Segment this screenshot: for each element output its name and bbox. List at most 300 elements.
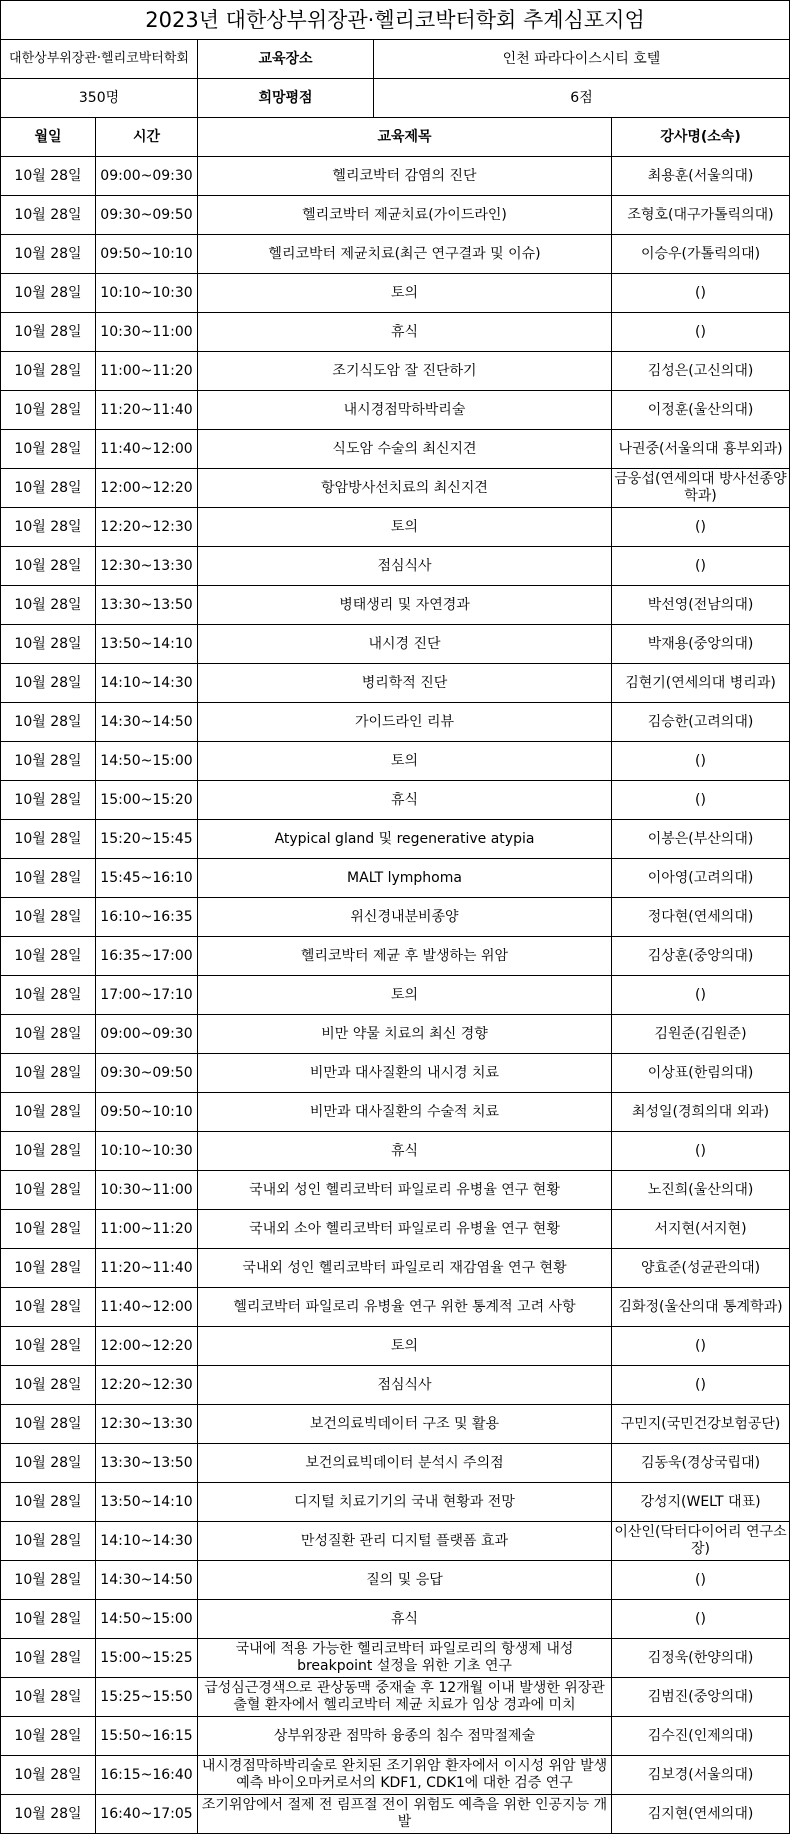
row-time-cell-text: 09:50~10:10 bbox=[100, 1103, 193, 1120]
row-date-cell-text: 10월 28일 bbox=[14, 1337, 82, 1354]
header-time: 시간 bbox=[96, 118, 198, 157]
row-topic-cell bbox=[198, 157, 612, 196]
capacity-value: 350명 bbox=[1, 79, 198, 118]
schedule-row bbox=[1, 1132, 790, 1171]
row-time-cell-text: 14:10~14:30 bbox=[100, 674, 193, 691]
row-date-cell-text: 10월 28일 bbox=[14, 401, 82, 418]
row-speaker-cell bbox=[612, 508, 790, 547]
info-row-1 bbox=[1, 40, 790, 79]
row-speaker-cell bbox=[612, 1678, 790, 1717]
row-speaker-cell bbox=[612, 1054, 790, 1093]
row-topic-cell bbox=[198, 1795, 612, 1834]
row-time-cell bbox=[96, 1132, 198, 1171]
row-topic-cell bbox=[198, 1288, 612, 1327]
row-topic-cell bbox=[198, 547, 612, 586]
row-date-cell-text: 10월 28일 bbox=[14, 1571, 82, 1588]
row-topic-cell bbox=[198, 1171, 612, 1210]
schedule-row bbox=[1, 235, 790, 274]
row-topic-cell bbox=[198, 1561, 612, 1600]
schedule-row bbox=[1, 1093, 790, 1132]
row-speaker-cell bbox=[612, 196, 790, 235]
row-date-cell bbox=[1, 1522, 96, 1561]
row-speaker-cell-text: 김동욱(경상국립대) bbox=[640, 1454, 761, 1471]
row-speaker-cell-text: 김수진(인제의대) bbox=[647, 1727, 754, 1744]
row-date-cell bbox=[1, 157, 96, 196]
row-time-cell bbox=[96, 859, 198, 898]
row-time-cell-text: 13:30~13:50 bbox=[100, 596, 193, 613]
row-date-cell bbox=[1, 196, 96, 235]
row-speaker-cell-text: 이봉은(부산의대) bbox=[647, 830, 754, 847]
row-time-cell bbox=[96, 1639, 198, 1678]
row-date-cell-text: 10월 28일 bbox=[14, 1103, 82, 1120]
row-date-cell bbox=[1, 1210, 96, 1249]
row-date-cell bbox=[1, 586, 96, 625]
row-topic-cell bbox=[198, 898, 612, 937]
row-speaker-cell bbox=[612, 352, 790, 391]
row-date-cell-text: 10월 28일 bbox=[14, 245, 82, 262]
row-date-cell-text: 10월 28일 bbox=[14, 1220, 82, 1237]
row-time-cell-text: 12:00~12:20 bbox=[100, 1337, 193, 1354]
row-speaker-cell-text: 이산인(닥터다이어리 연구소장) bbox=[614, 1524, 787, 1557]
row-date-cell-text: 10월 28일 bbox=[14, 1727, 82, 1744]
schedule-row bbox=[1, 157, 790, 196]
row-date-cell-text: 10월 28일 bbox=[14, 1610, 82, 1627]
row-time-cell bbox=[96, 469, 198, 508]
row-date-cell-text: 10월 28일 bbox=[14, 1493, 82, 1510]
row-date-cell-text: 10월 28일 bbox=[14, 557, 82, 574]
row-speaker-cell-text: () bbox=[695, 752, 706, 769]
row-topic-cell-text: Atypical gland 및 regenerative atypia bbox=[274, 830, 535, 847]
row-time-cell-text: 11:20~11:40 bbox=[100, 401, 193, 418]
row-time-cell-text: 12:20~12:30 bbox=[100, 518, 193, 535]
row-date-cell-text: 10월 28일 bbox=[14, 1688, 82, 1705]
row-date-cell bbox=[1, 313, 96, 352]
row-speaker-cell-text: () bbox=[695, 284, 706, 301]
row-topic-cell bbox=[198, 1522, 612, 1561]
row-time-cell bbox=[96, 1600, 198, 1639]
row-speaker-cell bbox=[612, 1327, 790, 1366]
row-time-cell-text: 14:30~14:50 bbox=[100, 1571, 193, 1588]
row-topic-cell-text: 점심식사 bbox=[377, 1376, 432, 1393]
row-time-cell bbox=[96, 703, 198, 742]
row-topic-cell bbox=[198, 508, 612, 547]
row-topic-cell-text: 내시경점막하박리술로 완치된 조기위암 환자에서 이시성 위암 발생 예측 바이오마커로서의 KDF1, CDK1에 대한 검증 연구 bbox=[201, 1758, 608, 1791]
row-speaker-cell bbox=[612, 703, 790, 742]
row-time-cell bbox=[96, 586, 198, 625]
row-date-cell-text: 10월 28일 bbox=[14, 869, 82, 886]
row-date-cell-text: 10월 28일 bbox=[14, 1415, 82, 1432]
row-speaker-cell-text: 나권중(서울의대 흉부외과) bbox=[618, 440, 783, 457]
schedule-row bbox=[1, 1795, 790, 1834]
row-speaker-cell bbox=[612, 781, 790, 820]
row-speaker-cell-text: 조형호(대구가톨릭의대) bbox=[627, 206, 774, 223]
row-speaker-cell-text: 이정훈(울산의대) bbox=[647, 401, 754, 418]
row-time-cell-text: 13:30~13:50 bbox=[100, 1454, 193, 1471]
row-date-cell-text: 10월 28일 bbox=[14, 1064, 82, 1081]
row-date-cell bbox=[1, 1132, 96, 1171]
row-date-cell bbox=[1, 859, 96, 898]
row-time-cell bbox=[96, 1561, 198, 1600]
row-topic-cell-text: 국내에 적용 가능한 헬리코박터 파일로리의 항생제 내성 breakpoint 설정을 위한 기초 연구 bbox=[235, 1641, 574, 1674]
row-topic-cell-text: 국내외 소아 헬리코박터 파일로리 유병율 연구 현황 bbox=[249, 1220, 560, 1237]
row-time-cell-text: 09:30~09:50 bbox=[100, 1064, 193, 1081]
row-date-cell-text: 10월 28일 bbox=[14, 1025, 82, 1042]
row-time-cell bbox=[96, 1288, 198, 1327]
row-time-cell-text: 10:10~10:30 bbox=[100, 284, 193, 301]
row-topic-cell bbox=[198, 703, 612, 742]
row-date-cell bbox=[1, 430, 96, 469]
row-time-cell-text: 09:30~09:50 bbox=[100, 206, 193, 223]
row-speaker-cell bbox=[612, 859, 790, 898]
row-speaker-cell-text: 박재용(중앙의대) bbox=[647, 635, 754, 652]
schedule-row bbox=[1, 586, 790, 625]
row-date-cell bbox=[1, 1717, 96, 1756]
row-time-cell-text: 11:20~11:40 bbox=[100, 1259, 193, 1276]
row-date-cell-text: 10월 28일 bbox=[14, 986, 82, 1003]
schedule-row bbox=[1, 1444, 790, 1483]
row-time-cell-text: 15:20~15:45 bbox=[100, 830, 193, 847]
row-time-cell bbox=[96, 1249, 198, 1288]
row-topic-cell bbox=[198, 1015, 612, 1054]
row-topic-cell bbox=[198, 820, 612, 859]
row-speaker-cell bbox=[612, 664, 790, 703]
row-time-cell-text: 13:50~14:10 bbox=[100, 635, 193, 652]
row-topic-cell bbox=[198, 391, 612, 430]
schedule-row bbox=[1, 820, 790, 859]
row-time-cell-text: 15:50~16:15 bbox=[100, 1727, 193, 1744]
row-time-cell-text: 17:00~17:10 bbox=[100, 986, 193, 1003]
row-topic-cell-text: 내시경점막하박리술 bbox=[343, 401, 466, 418]
row-topic-cell-text: 상부위장관 점막하 융종의 침수 점막절제술 bbox=[273, 1727, 536, 1744]
row-topic-cell bbox=[198, 352, 612, 391]
row-time-cell-text: 16:10~16:35 bbox=[100, 908, 193, 925]
row-speaker-cell bbox=[612, 586, 790, 625]
row-date-cell-text: 10월 28일 bbox=[14, 1298, 82, 1315]
schedule-row bbox=[1, 1522, 790, 1561]
header-date: 월일 bbox=[1, 118, 96, 157]
row-topic-cell bbox=[198, 430, 612, 469]
schedule-row bbox=[1, 1405, 790, 1444]
row-topic-cell-text: 질의 및 응답 bbox=[366, 1571, 443, 1588]
row-date-cell bbox=[1, 664, 96, 703]
row-topic-cell bbox=[198, 274, 612, 313]
row-topic-cell-text: 조기위암에서 절제 전 림프절 전이 위험도 예측을 위한 인공지능 개발 bbox=[201, 1797, 608, 1830]
row-time-cell bbox=[96, 1015, 198, 1054]
row-topic-cell bbox=[198, 1405, 612, 1444]
row-date-cell bbox=[1, 235, 96, 274]
schedule-row bbox=[1, 1483, 790, 1522]
row-date-cell bbox=[1, 898, 96, 937]
row-date-cell bbox=[1, 1366, 96, 1405]
row-time-cell bbox=[96, 430, 198, 469]
row-speaker-cell-text: 구민지(국민건강보험공단) bbox=[620, 1415, 781, 1432]
score-value: 6점 bbox=[374, 79, 790, 118]
row-topic-cell bbox=[198, 1093, 612, 1132]
row-date-cell bbox=[1, 1288, 96, 1327]
row-time-cell-text: 11:00~11:20 bbox=[100, 362, 193, 379]
row-time-cell-text: 14:50~15:00 bbox=[100, 752, 193, 769]
row-speaker-cell bbox=[612, 469, 790, 508]
row-topic-cell-text: 항암방사선치료의 최신지견 bbox=[321, 479, 488, 496]
row-topic-cell-text: 토의 bbox=[390, 986, 419, 1003]
row-speaker-cell-text: 이상표(한림의대) bbox=[647, 1064, 754, 1081]
row-date-cell-text: 10월 28일 bbox=[14, 635, 82, 652]
row-topic-cell-text: 휴식 bbox=[390, 323, 419, 340]
row-time-cell-text: 12:20~12:30 bbox=[100, 1376, 193, 1393]
row-speaker-cell bbox=[612, 1249, 790, 1288]
row-topic-cell bbox=[198, 196, 612, 235]
row-time-cell-text: 09:00~09:30 bbox=[100, 167, 193, 184]
row-date-cell-text: 10월 28일 bbox=[14, 713, 82, 730]
header-topic: 교육제목 bbox=[198, 118, 612, 157]
row-date-cell bbox=[1, 781, 96, 820]
row-time-cell bbox=[96, 820, 198, 859]
row-date-cell-text: 10월 28일 bbox=[14, 1805, 82, 1822]
row-speaker-cell-text: () bbox=[695, 1142, 706, 1159]
row-date-cell-text: 10월 28일 bbox=[14, 830, 82, 847]
row-time-cell-text: 09:50~10:10 bbox=[100, 245, 193, 262]
row-time-cell bbox=[96, 1522, 198, 1561]
row-time-cell-text: 10:30~11:00 bbox=[100, 323, 193, 340]
row-topic-cell-text: 헬리코박터 제균치료(최근 연구결과 및 이슈) bbox=[268, 245, 541, 262]
row-speaker-cell-text: () bbox=[695, 1610, 706, 1627]
schedule-row bbox=[1, 1561, 790, 1600]
row-speaker-cell bbox=[612, 391, 790, 430]
row-time-cell-text: 10:30~11:00 bbox=[100, 1181, 193, 1198]
row-speaker-cell-text: () bbox=[695, 1376, 706, 1393]
row-time-cell bbox=[96, 898, 198, 937]
row-time-cell-text: 09:00~09:30 bbox=[100, 1025, 193, 1042]
row-speaker-cell bbox=[612, 1561, 790, 1600]
row-topic-cell-text: 휴식 bbox=[390, 1610, 419, 1627]
row-date-cell-text: 10월 28일 bbox=[14, 323, 82, 340]
row-date-cell bbox=[1, 1639, 96, 1678]
row-date-cell bbox=[1, 469, 96, 508]
row-topic-cell-text: 헬리코박터 제균 후 발생하는 위암 bbox=[300, 947, 509, 964]
row-time-cell-text: 16:40~17:05 bbox=[100, 1805, 193, 1822]
row-topic-cell-text: 점심식사 bbox=[377, 557, 432, 574]
row-time-cell bbox=[96, 1795, 198, 1834]
row-topic-cell bbox=[198, 1639, 612, 1678]
row-topic-cell bbox=[198, 859, 612, 898]
row-speaker-cell bbox=[612, 976, 790, 1015]
row-topic-cell bbox=[198, 235, 612, 274]
header-speaker: 강사명(소속) bbox=[612, 118, 790, 157]
row-topic-cell-text: 국내외 성인 헬리코박터 파일로리 유병율 연구 현황 bbox=[249, 1181, 560, 1198]
row-date-cell-text: 10월 28일 bbox=[14, 1181, 82, 1198]
schedule-row bbox=[1, 742, 790, 781]
row-speaker-cell bbox=[612, 547, 790, 586]
row-time-cell-text: 11:00~11:20 bbox=[100, 1220, 193, 1237]
row-topic-cell-text: 헬리코박터 감염의 진단 bbox=[332, 167, 477, 184]
schedule-row bbox=[1, 469, 790, 508]
row-time-cell bbox=[96, 352, 198, 391]
row-date-cell-text: 10월 28일 bbox=[14, 440, 82, 457]
score-label: 희망평점 bbox=[198, 79, 374, 118]
row-speaker-cell-text: 김보경(서울의대) bbox=[647, 1766, 754, 1783]
row-time-cell-text: 15:00~15:20 bbox=[100, 791, 193, 808]
row-time-cell bbox=[96, 196, 198, 235]
row-topic-cell-text: 내시경 진단 bbox=[368, 635, 441, 652]
row-time-cell-text: 15:45~16:10 bbox=[100, 869, 193, 886]
row-time-cell bbox=[96, 976, 198, 1015]
row-speaker-cell bbox=[612, 1795, 790, 1834]
row-time-cell bbox=[96, 157, 198, 196]
row-time-cell bbox=[96, 1717, 198, 1756]
row-speaker-cell-text: 김성은(고신의대) bbox=[647, 362, 754, 379]
row-date-cell-text: 10월 28일 bbox=[14, 479, 82, 496]
row-time-cell-text: 14:50~15:00 bbox=[100, 1610, 193, 1627]
row-speaker-cell bbox=[612, 625, 790, 664]
row-topic-cell-text: 보건의료빅데이터 구조 및 활용 bbox=[309, 1415, 500, 1432]
row-date-cell bbox=[1, 1405, 96, 1444]
row-topic-cell-text: 비만 약물 치료의 최신 경향 bbox=[321, 1025, 488, 1042]
row-date-cell bbox=[1, 1756, 96, 1795]
row-date-cell-text: 10월 28일 bbox=[14, 167, 82, 184]
row-speaker-cell bbox=[612, 274, 790, 313]
row-speaker-cell-text: 금웅섭(연세의대 방사선종양학과) bbox=[614, 471, 787, 504]
row-date-cell bbox=[1, 820, 96, 859]
row-speaker-cell bbox=[612, 313, 790, 352]
row-time-cell bbox=[96, 1210, 198, 1249]
row-speaker-cell bbox=[612, 742, 790, 781]
row-date-cell-text: 10월 28일 bbox=[14, 1142, 82, 1159]
row-speaker-cell-text: 강성지(WELT 대표) bbox=[640, 1493, 761, 1510]
row-date-cell bbox=[1, 625, 96, 664]
row-date-cell-text: 10월 28일 bbox=[14, 947, 82, 964]
row-date-cell-text: 10월 28일 bbox=[14, 1454, 82, 1471]
row-speaker-cell-text: 김화정(울산의대 통계학과) bbox=[618, 1298, 783, 1315]
row-topic-cell-text: 휴식 bbox=[390, 791, 419, 808]
row-date-cell-text: 10월 28일 bbox=[14, 752, 82, 769]
title-row bbox=[1, 1, 790, 40]
row-date-cell-text: 10월 28일 bbox=[14, 1376, 82, 1393]
schedule-row bbox=[1, 1210, 790, 1249]
row-topic-cell-text: 토의 bbox=[390, 518, 419, 535]
row-speaker-cell bbox=[612, 1483, 790, 1522]
schedule-row bbox=[1, 196, 790, 235]
header-row bbox=[1, 118, 790, 157]
row-date-cell bbox=[1, 1327, 96, 1366]
row-date-cell bbox=[1, 508, 96, 547]
row-topic-cell bbox=[198, 1210, 612, 1249]
row-topic-cell-text: 디지털 치료기기의 국내 현황과 전망 bbox=[294, 1493, 515, 1510]
row-speaker-cell bbox=[612, 430, 790, 469]
schedule-row bbox=[1, 274, 790, 313]
row-speaker-cell-text: 김원준(김원준) bbox=[654, 1025, 747, 1042]
row-topic-cell bbox=[198, 1327, 612, 1366]
schedule-row bbox=[1, 781, 790, 820]
row-speaker-cell-text: 노진희(울산의대) bbox=[647, 1181, 754, 1198]
row-speaker-cell bbox=[612, 1600, 790, 1639]
row-speaker-cell-text: 김승한(고려의대) bbox=[647, 713, 754, 730]
row-date-cell-text: 10월 28일 bbox=[14, 1259, 82, 1276]
row-topic-cell bbox=[198, 976, 612, 1015]
row-time-cell bbox=[96, 937, 198, 976]
row-topic-cell bbox=[198, 1756, 612, 1795]
row-topic-cell bbox=[198, 1600, 612, 1639]
row-speaker-cell-text: 이승우(가톨릭의대) bbox=[640, 245, 761, 262]
row-time-cell bbox=[96, 313, 198, 352]
row-date-cell bbox=[1, 1444, 96, 1483]
row-time-cell-text: 14:10~14:30 bbox=[100, 1532, 193, 1549]
schedule-row bbox=[1, 1054, 790, 1093]
schedule-row bbox=[1, 313, 790, 352]
row-time-cell-text: 14:30~14:50 bbox=[100, 713, 193, 730]
row-time-cell bbox=[96, 508, 198, 547]
row-topic-cell bbox=[198, 937, 612, 976]
row-date-cell-text: 10월 28일 bbox=[14, 1766, 82, 1783]
schedule-row bbox=[1, 1600, 790, 1639]
row-topic-cell-text: 보건의료빅데이터 분석시 주의점 bbox=[305, 1454, 504, 1471]
row-speaker-cell bbox=[612, 1288, 790, 1327]
row-speaker-cell-text: () bbox=[695, 557, 706, 574]
row-time-cell-text: 15:00~15:25 bbox=[100, 1649, 193, 1666]
row-speaker-cell bbox=[612, 1756, 790, 1795]
row-date-cell bbox=[1, 703, 96, 742]
row-speaker-cell bbox=[612, 898, 790, 937]
row-topic-cell-text: 토의 bbox=[390, 284, 419, 301]
row-date-cell-text: 10월 28일 bbox=[14, 674, 82, 691]
row-topic-cell-text: 만성질환 관리 디지털 플랫폼 효과 bbox=[300, 1532, 509, 1549]
row-speaker-cell-text: 김현기(연세의대 병리과) bbox=[625, 674, 776, 691]
row-time-cell bbox=[96, 1678, 198, 1717]
schedule-row bbox=[1, 1327, 790, 1366]
row-time-cell-text: 16:35~17:00 bbox=[100, 947, 193, 964]
row-speaker-cell-text: 박선영(전남의대) bbox=[647, 596, 754, 613]
row-time-cell-text: 12:30~13:30 bbox=[100, 557, 193, 574]
row-topic-cell-text: 조기식도암 잘 진단하기 bbox=[332, 362, 477, 379]
row-topic-cell bbox=[198, 1483, 612, 1522]
row-date-cell bbox=[1, 1171, 96, 1210]
row-topic-cell-text: 비만과 대사질환의 내시경 치료 bbox=[309, 1064, 500, 1081]
row-time-cell bbox=[96, 1405, 198, 1444]
row-date-cell bbox=[1, 1561, 96, 1600]
venue-label: 교육장소 bbox=[198, 40, 374, 79]
row-time-cell-text: 15:25~15:50 bbox=[100, 1688, 193, 1705]
row-topic-cell bbox=[198, 1249, 612, 1288]
row-speaker-cell bbox=[612, 1171, 790, 1210]
row-speaker-cell-text: () bbox=[695, 986, 706, 1003]
schedule-row bbox=[1, 1678, 790, 1717]
row-speaker-cell bbox=[612, 1405, 790, 1444]
row-time-cell-text: 16:15~16:40 bbox=[100, 1766, 193, 1783]
row-speaker-cell bbox=[612, 235, 790, 274]
row-topic-cell bbox=[198, 1366, 612, 1405]
row-date-cell-text: 10월 28일 bbox=[14, 908, 82, 925]
row-speaker-cell-text: () bbox=[695, 1571, 706, 1588]
schedule-row bbox=[1, 547, 790, 586]
row-time-cell bbox=[96, 1444, 198, 1483]
row-time-cell bbox=[96, 1093, 198, 1132]
schedule-row bbox=[1, 1366, 790, 1405]
schedule-row bbox=[1, 1639, 790, 1678]
row-topic-cell bbox=[198, 469, 612, 508]
row-time-cell-text: 11:40~12:00 bbox=[100, 1298, 193, 1315]
schedule-row bbox=[1, 1015, 790, 1054]
row-speaker-cell-text: () bbox=[695, 518, 706, 535]
row-date-cell bbox=[1, 1795, 96, 1834]
row-date-cell bbox=[1, 742, 96, 781]
row-speaker-cell-text: 최성일(경희의대 외과) bbox=[631, 1103, 770, 1120]
row-speaker-cell bbox=[612, 1366, 790, 1405]
info-row-2 bbox=[1, 79, 790, 118]
schedule-row bbox=[1, 391, 790, 430]
row-topic-cell-text: 휴식 bbox=[390, 1142, 419, 1159]
row-time-cell bbox=[96, 1171, 198, 1210]
row-speaker-cell-text: 정다현(연세의대) bbox=[647, 908, 754, 925]
row-topic-cell-text: 위신경내분비종양 bbox=[350, 908, 459, 925]
